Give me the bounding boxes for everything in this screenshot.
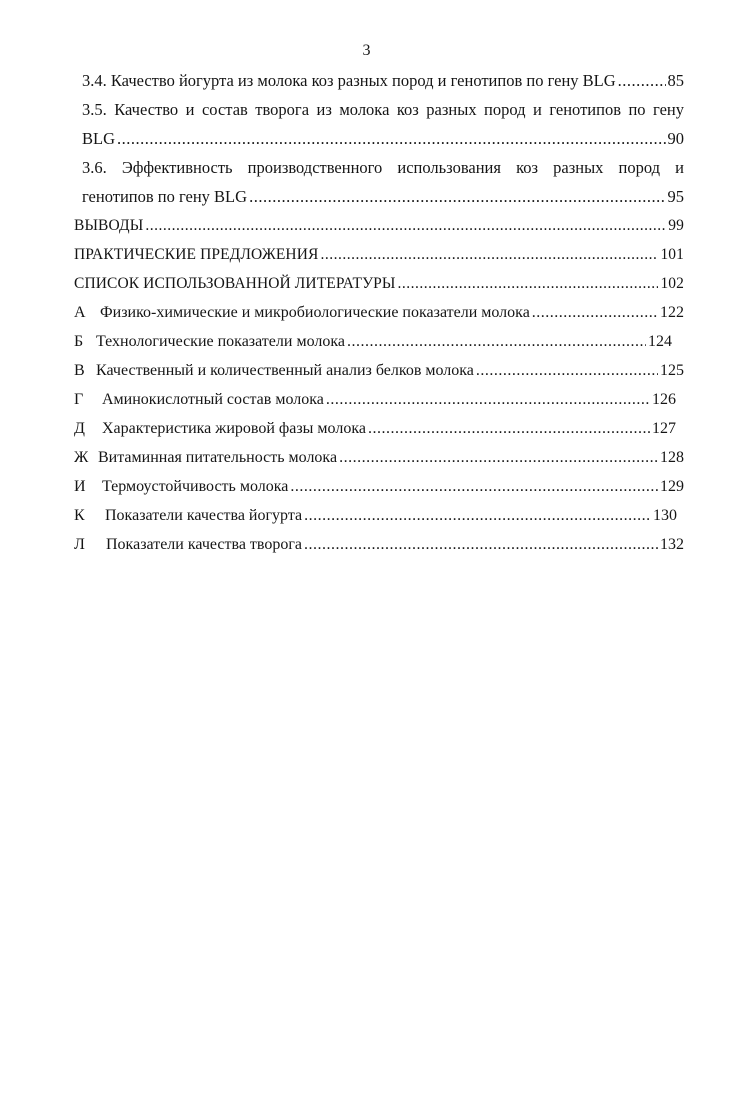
appendix-title: Качественный и количественный анализ белков молока — [96, 362, 474, 379]
toc-entry-page: 101 — [660, 246, 684, 263]
dot-leader — [326, 385, 650, 414]
appendix-title: Витаминная питательность молока — [98, 449, 338, 466]
appendix-title: Показатели качества творога — [106, 536, 303, 553]
toc-entry-title: ВЫВОДЫ — [74, 217, 144, 234]
appendix-letter: Д — [74, 420, 85, 437]
appendix-letter: Ж — [74, 449, 89, 466]
toc-entry-title: ПРАКТИЧЕСКИЕ ПРЕДЛОЖЕНИЯ — [74, 246, 319, 263]
appendix-page: 129 — [660, 478, 684, 495]
table-of-contents — [74, 66, 684, 559]
toc-entry-3-6[interactable] — [74, 153, 684, 211]
dot-leader — [339, 443, 658, 472]
toc-appendix-g[interactable] — [74, 385, 676, 414]
page-number: 3 — [362, 42, 371, 59]
appendix-letter: В — [74, 362, 85, 379]
dot-leader — [117, 124, 666, 153]
appendix-page: 124 — [648, 333, 672, 350]
dot-leader — [145, 211, 666, 240]
appendix-page: 125 — [660, 362, 684, 379]
appendix-letter: К — [74, 507, 85, 524]
appendix-page: 132 — [660, 536, 684, 553]
toc-appendix-i[interactable] — [74, 472, 684, 501]
toc-entry-3-5[interactable] — [74, 95, 684, 153]
dot-leader — [347, 327, 646, 356]
toc-appendix-d[interactable] — [74, 414, 676, 443]
toc-entry-page: 95 — [667, 187, 684, 206]
appendix-page: 122 — [660, 304, 684, 321]
dot-leader — [290, 472, 658, 501]
appendix-title: Показатели качества йогурта — [105, 507, 303, 524]
dot-leader — [320, 240, 658, 269]
toc-entry-title: СПИСОК ИСПОЛЬЗОВАННОЙ ЛИТЕРАТУРЫ — [74, 275, 396, 292]
toc-entry-title: генотипов по гену BLG — [82, 187, 248, 206]
toc-entry-title: BLG — [82, 129, 115, 148]
appendix-page: 130 — [653, 507, 677, 524]
dot-leader — [304, 501, 651, 530]
dot-leader — [532, 298, 658, 327]
toc-entry-title-line: 3.6. Эффективность производственного использования коз разных пород и — [82, 158, 684, 177]
dot-leader — [368, 414, 650, 443]
toc-entry-page: 102 — [660, 275, 684, 292]
dot-leader — [476, 356, 658, 385]
appendix-title: Технологические показатели молока — [96, 333, 345, 350]
appendix-letter: Г — [74, 391, 84, 408]
appendix-page: 126 — [652, 391, 676, 408]
toc-entry-page: 90 — [667, 129, 684, 148]
toc-entry-title-continuation — [74, 182, 684, 211]
toc-appendix-v[interactable] — [74, 356, 684, 385]
dot-leader — [618, 66, 666, 95]
appendix-title: Аминокислотный состав молока — [102, 391, 324, 408]
dot-leader — [398, 269, 659, 298]
toc-appendix-b[interactable] — [74, 327, 672, 356]
toc-appendix-k[interactable] — [74, 501, 677, 530]
appendix-page: 128 — [660, 449, 684, 466]
toc-appendix-l[interactable] — [74, 530, 684, 559]
toc-entry-page: 85 — [667, 71, 684, 90]
appendix-letter: И — [74, 478, 86, 495]
appendix-letter: А — [74, 304, 86, 321]
toc-entry-practical-proposals[interactable] — [74, 240, 684, 269]
toc-entry-references[interactable] — [74, 269, 684, 298]
dot-leader — [304, 530, 658, 559]
toc-entry-3-4[interactable] — [74, 66, 684, 95]
appendix-letter: Л — [74, 536, 85, 553]
toc-entry-title-continuation — [74, 124, 684, 153]
toc-entry-conclusions[interactable] — [74, 211, 684, 240]
toc-entry-page: 99 — [668, 217, 684, 234]
appendix-title: Физико-химические и микробиологические показатели молока — [100, 304, 530, 321]
toc-entry-title-line: 3.5. Качество и состав творога из молока коз разных пород и генотипов по гену — [82, 100, 684, 119]
toc-entry-title: 3.4. Качество йогурта из молока коз разных пород и генотипов по гену BLG — [82, 71, 616, 90]
dot-leader — [249, 182, 665, 211]
toc-appendix-a[interactable] — [74, 298, 684, 327]
appendix-page: 127 — [652, 420, 676, 437]
toc-appendix-zh[interactable] — [74, 443, 684, 472]
appendix-title: Термоустойчивость молока — [102, 478, 289, 495]
appendix-letter: Б — [74, 333, 84, 350]
appendix-title: Характеристика жировой фазы молока — [102, 420, 366, 437]
